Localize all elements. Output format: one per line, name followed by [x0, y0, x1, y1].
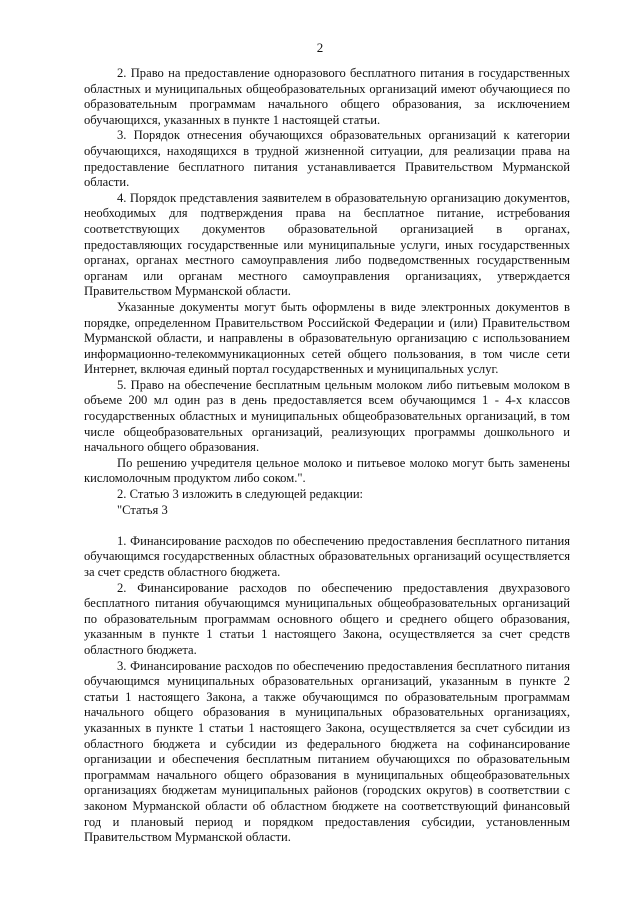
paragraph-milk-replacement: По решению учредителя цельное молоко и питьевое молоко могут быть заменены кисломолочным продуктом либо соком.".	[84, 455, 570, 486]
document-body	[84, 66, 570, 846]
paragraph-article3-item1: 1. Финансирование расходов по обеспечению предоставления бесплатного питания обучающимся государственных областных образовательных организаций осуществляется за счет средств областного бюджета.	[84, 533, 570, 579]
paragraph-article2-item3: 3. Порядок отнесения обучающихся образовательных организаций к категории обучающихся, находящихся в трудной жизненной ситуации, для реализации права на предоставление бесплатного питания устанавливается Правительством Мурманской области.	[84, 128, 570, 190]
paragraph-amendment-2: 2. Статью 3 изложить в следующей редакции:	[117, 487, 364, 502]
article-3-heading: "Статья 3	[117, 502, 168, 517]
paragraph-electronic-documents: Указанные документы могут быть оформлены в виде электронных документов в порядке, определенном Правительством Российской Федерации и (или) Правительством Мурманской области, и направлены в образовательную организацию с использованием информационно-телекоммуникационных сетей общего пользования, в том числе сети Интернет, включая единый портал государственных и муниципальных услуг.	[84, 299, 570, 377]
paragraph-article2-item4: 4. Порядок представления заявителем в образовательную организацию документов, необходимых для подтверждения права на бесплатное питание, истребования соответствующих документов образовательной организацией в органах, предоставляющих государственные или муниципальные услуги, иных государственных органах, органах местного самоуправления либо подведомственных государственным органам или органам местного самоуправления организациях, утверждается Правительством Мурманской области.	[84, 190, 570, 299]
page-number: 2	[316, 40, 324, 55]
paragraph-article2-item5: 5. Право на обеспечение бесплатным цельным молоком либо питьевым молоком в объеме 200 мл один раз в день предоставляется всем обучающимся 1 - 4-х классов государственных областных и муниципальных общеобразовательных организаций, в том числе общеобразовательных организаций, реализующих программы дошкольного и начального общего образования.	[84, 377, 570, 455]
paragraph-article2-item2: 2. Право на предоставление одноразового бесплатного питания в государственных областных и муниципальных общеобразовательных организаций имеют обучающиеся по образовательным программам начального общего образования, за исключением обучающихся, указанных в пункте 1 настоящей статьи.	[84, 66, 570, 127]
paragraph-article3-item2: 2. Финансирование расходов по обеспечению предоставления двухразового бесплатного питания обучающимся муниципальных общеобразовательных организаций по образовательным программам основного общего и среднего общего образования, указанным в пункте 1 статьи 1 настоящего Закона, осуществляется за счет средств областного бюджета.	[84, 580, 570, 657]
paragraph-article3-item3: 3. Финансирование расходов по обеспечению предоставления бесплатного питания обучающимся муниципальных образовательных организаций, указанным в пункте 2 статьи 1 настоящего Закона, а также обучающимся по образовательным программам начального общего образования в муниципальных образовательных организациях, указанных в пункте 1 статьи 1 настоящего Закона, осуществляется за счет субсидии из областного бюджета и субсидии из федерального бюджета на софинансирование организации и обеспечения бесплатным питанием обучающихся по образовательным программам начального общего образования в муниципальных общеобразовательных организациях бюджетам муниципальных районов (городских округов) в соответствии с законом Мурманской области об областном бюджете на соответствующий финансовый год и плановый период и порядком предоставления субсидии, установленным Правительством Мурманской области.	[84, 658, 570, 845]
